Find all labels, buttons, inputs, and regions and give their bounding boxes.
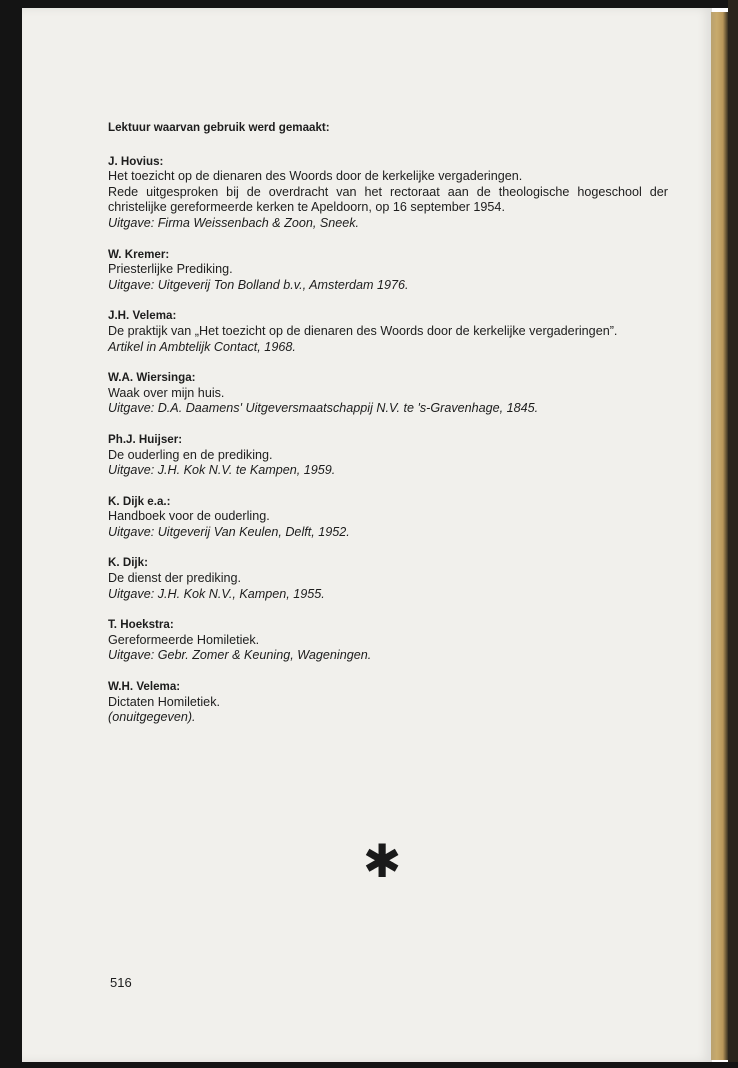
- entry-publisher: Artikel in Ambtelijk Contact, 1968.: [108, 339, 296, 354]
- entry-author: Ph.J. Huijser:: [108, 432, 183, 446]
- entry-title: Dictaten Homiletiek.: [108, 694, 220, 709]
- entry-author: K. Dijk:: [108, 556, 148, 570]
- bibliography-heading: Lektuur waarvan gebruik werd gemaakt:: [108, 121, 330, 134]
- entry-publisher: Uitgave: J.H. Kok N.V. te Kampen, 1959.: [108, 463, 336, 478]
- entry-publisher: Uitgave: Firma Weissenbach & Zoon, Sneek.: [108, 215, 360, 230]
- bibliography-entry: [108, 555, 668, 602]
- bibliography-entry: [108, 679, 668, 726]
- entry-publisher: Uitgave: Uitgeverij Ton Bolland b.v., Amsterdam 1976.: [108, 277, 409, 292]
- entry-author: K. Dijk e.a.:: [108, 494, 171, 508]
- entry-title: Priesterlijke Prediking.: [108, 262, 233, 277]
- bibliography-entry: [108, 308, 668, 355]
- entry-publisher: Uitgave: D.A. Daamens' Uitgeversmaatschappij N.V. te 's-Gravenhage, 1845.: [108, 401, 539, 416]
- entry-title: Handboek voor de ouderling.: [108, 509, 270, 524]
- entry-author: W.H. Velema:: [108, 680, 181, 694]
- entry-publisher: Uitgave: J.H. Kok N.V., Kampen, 1955.: [108, 586, 325, 601]
- entry-publisher: Uitgave: Uitgeverij Van Keulen, Delft, 1952.: [108, 524, 350, 539]
- scan-border-right: [728, 0, 738, 1068]
- entry-publisher: Uitgave: Gebr. Zomer & Keuning, Wageningen.: [108, 648, 372, 663]
- entry-title: De ouderling en de prediking.: [108, 447, 273, 462]
- entry-author: J.H. Velema:: [108, 309, 177, 323]
- page-stack-edge: [711, 12, 728, 1060]
- entry-title: De dienst der prediking.: [108, 571, 242, 586]
- bibliography-entry: [108, 154, 668, 232]
- bibliography: [108, 120, 668, 741]
- entry-title: Waak over mijn huis.: [108, 385, 225, 400]
- scan-border-top: [0, 0, 738, 8]
- bibliography-entry: [108, 494, 668, 541]
- entry-publisher: (onuitgegeven).: [108, 710, 196, 725]
- bibliography-entry: [108, 370, 668, 417]
- entry-author: J. Hovius:: [108, 154, 164, 168]
- entry-title: Gereformeerde Homiletiek.: [108, 632, 260, 647]
- bibliography-entry: [108, 432, 668, 479]
- bibliography-entry: [108, 247, 668, 294]
- bibliography-entry: [108, 617, 668, 664]
- entry-author: W. Kremer:: [108, 247, 170, 261]
- entry-author: W.A. Wiersinga:: [108, 371, 196, 385]
- page-number: 516: [110, 975, 132, 990]
- entry-title: Het toezicht op de dienaren des Woords door de kerkelijke vergaderingen.: [108, 169, 523, 184]
- asterisk-ornament-icon: ✱: [362, 834, 402, 888]
- entry-description: Rede uitgesproken bij de overdracht van het rectoraat aan de theologische hogeschool der christelijke gereformeerde kerken te Apeldoorn, op 16 september 1954.: [108, 184, 668, 215]
- entry-title: De praktijk van „Het toezicht op de dienaren des Woords door de kerkelijke vergaderingen”.: [108, 323, 618, 338]
- scan-border-left: [0, 0, 22, 1068]
- entry-author: T. Hoekstra:: [108, 618, 174, 632]
- scan-border-bottom: [0, 1062, 738, 1068]
